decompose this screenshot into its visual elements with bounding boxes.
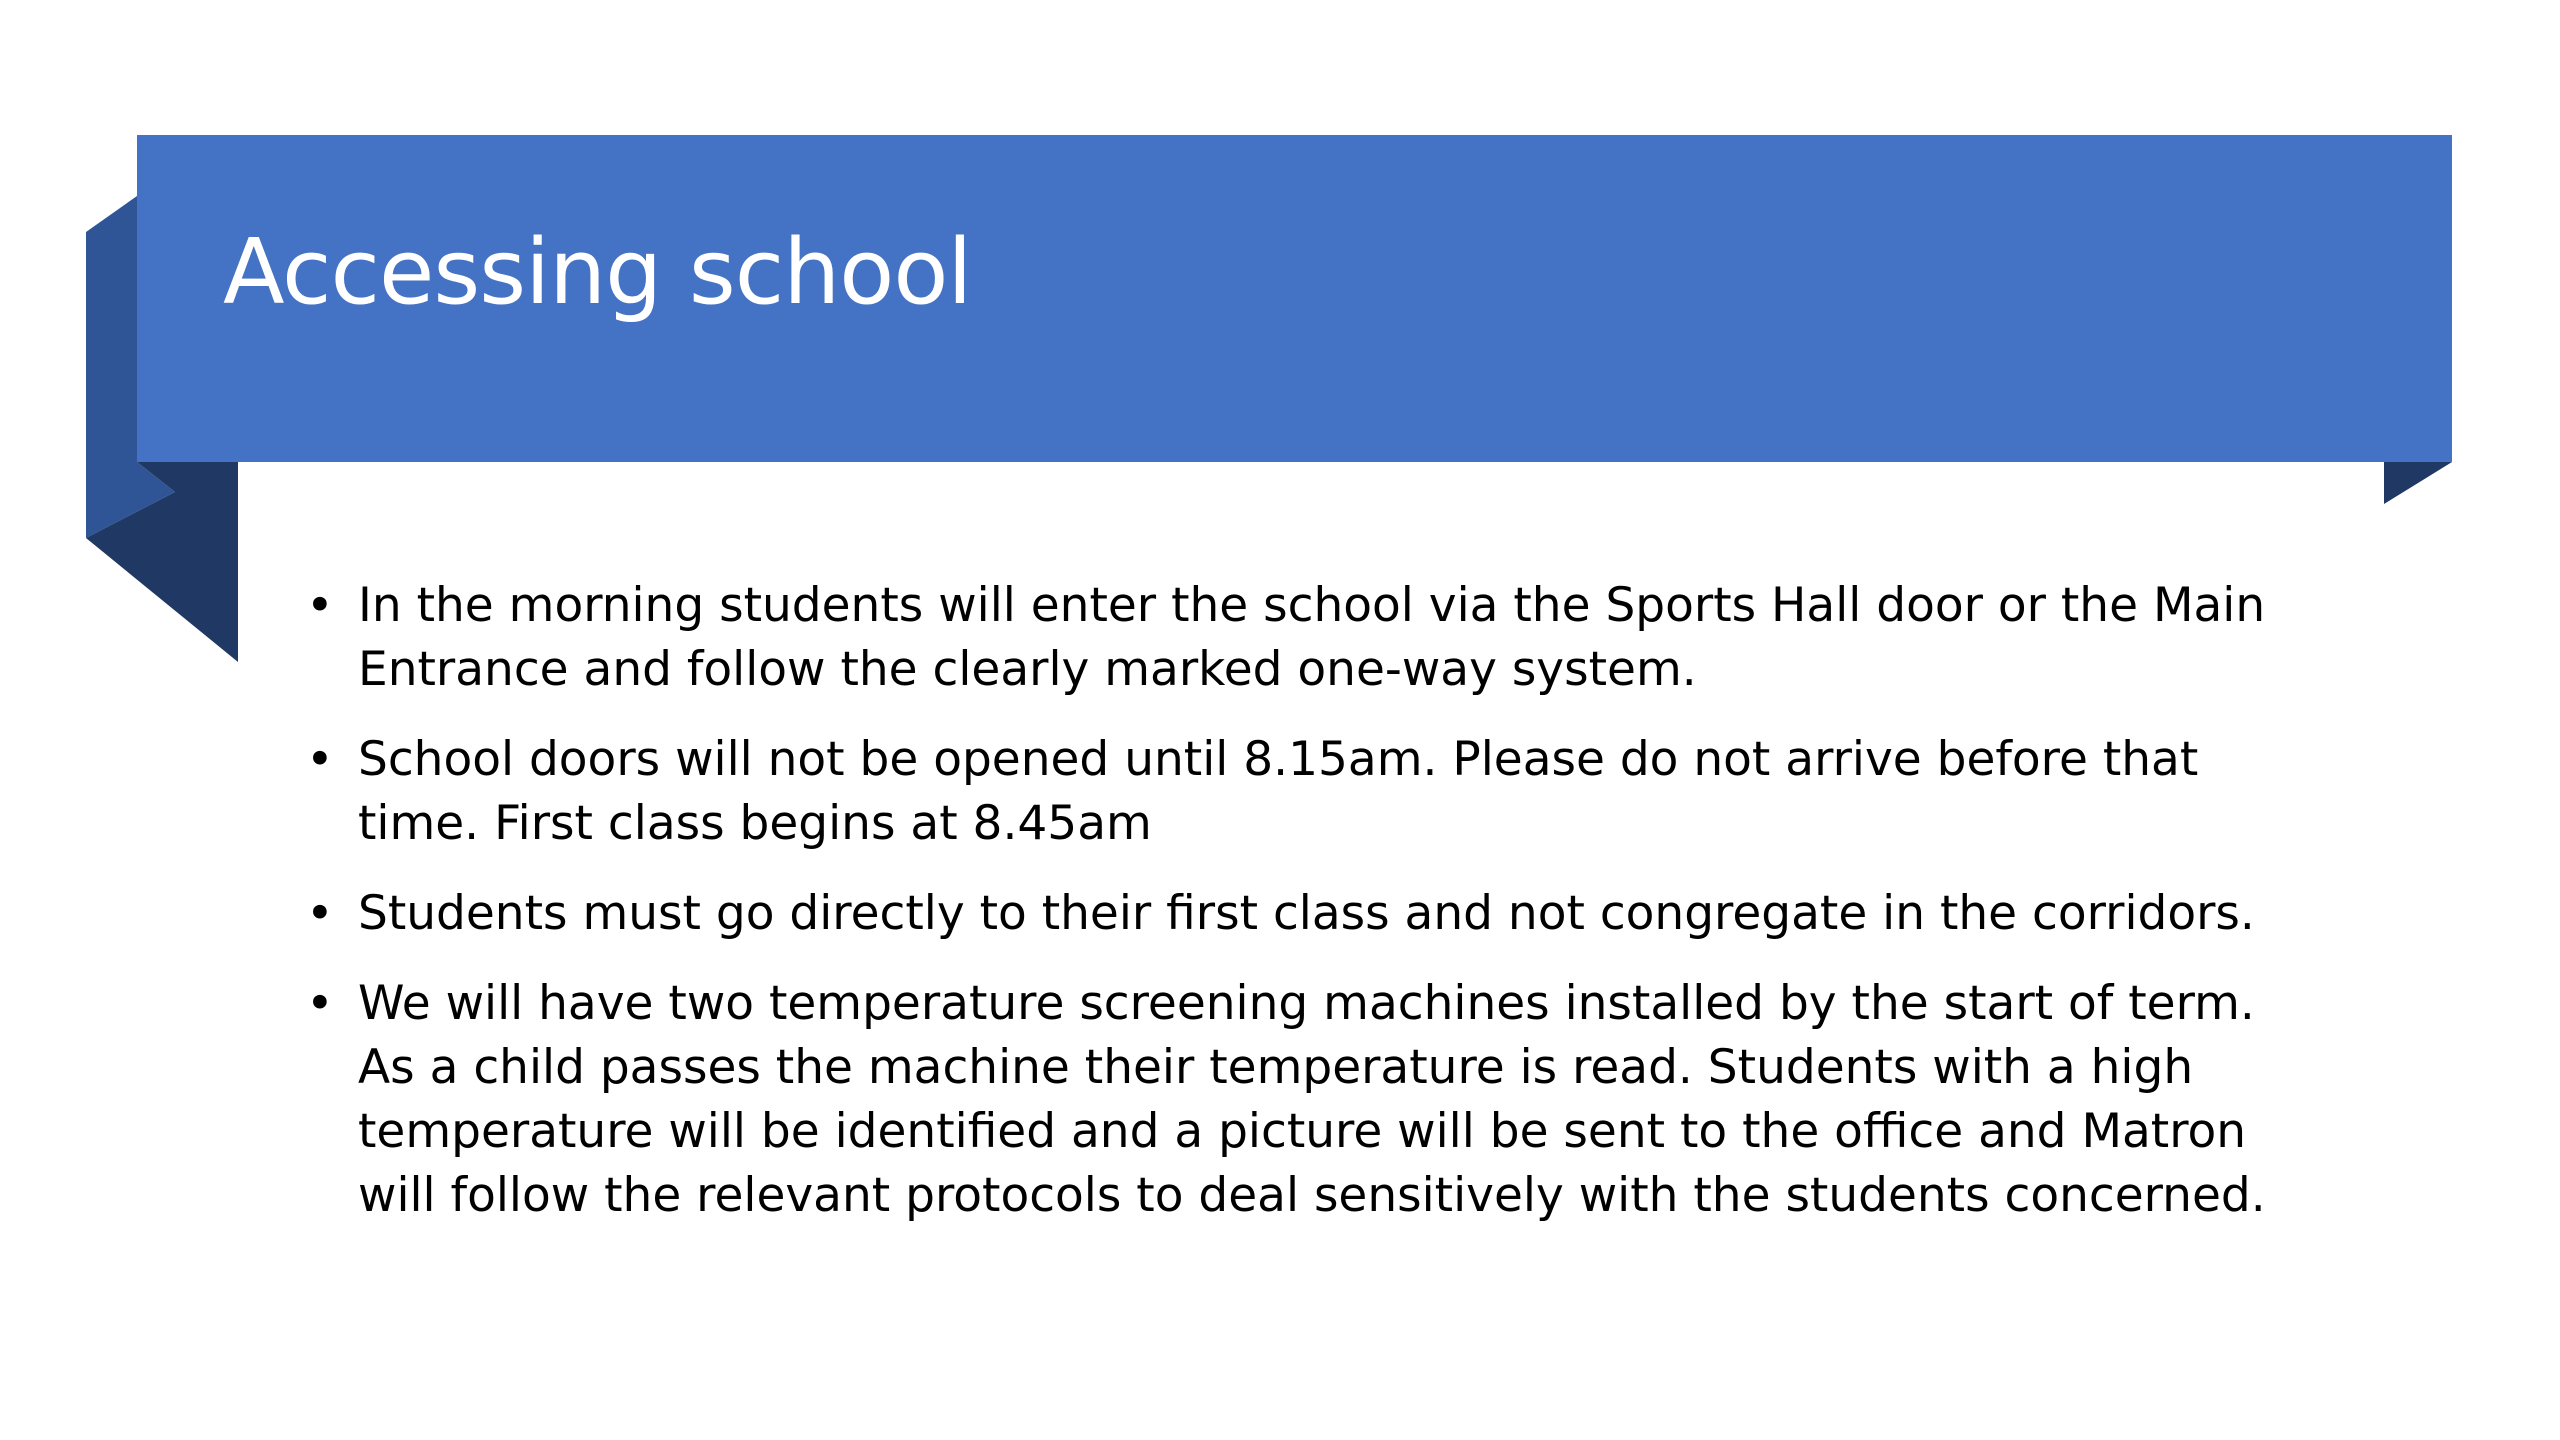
ribbon-left-fold-dark [86,462,238,662]
bullet-text-line: As a child passes the machine their temperature is read. Students with a high [358,1040,2194,1095]
bullet-text-line: time. First class begins at 8.45am [358,796,1152,851]
bullet-item [300,882,2380,946]
bullet-text-line: Entrance and follow the clearly marked one-way system. [358,642,1697,697]
bullet-text-line: • In the morning students will enter the school via the Sports Hall door or the Main [358,578,2266,633]
slide-title: Accessing school [223,220,972,325]
bullet-text-line: • School doors will not be opened until 8.15am. Please do not arrive before that [358,732,2199,787]
bullet-text-line: • Students must go directly to their first class and not congregate in the corridors. [358,886,2255,941]
bullet-text-line: temperature will be identified and a picture will be sent to the office and Matron [358,1104,2247,1159]
bullet-item [300,728,2380,856]
bullet-text-line: will follow the relevant protocols to deal sensitively with the students concerned. [358,1168,2266,1223]
bullet-list [300,574,2380,1254]
ribbon-right-fold [2384,462,2452,504]
bullet-item [300,574,2380,702]
bullet-text-line: • We will have two temperature screening machines installed by the start of term. [358,976,2255,1031]
bullet-item [300,972,2380,1228]
